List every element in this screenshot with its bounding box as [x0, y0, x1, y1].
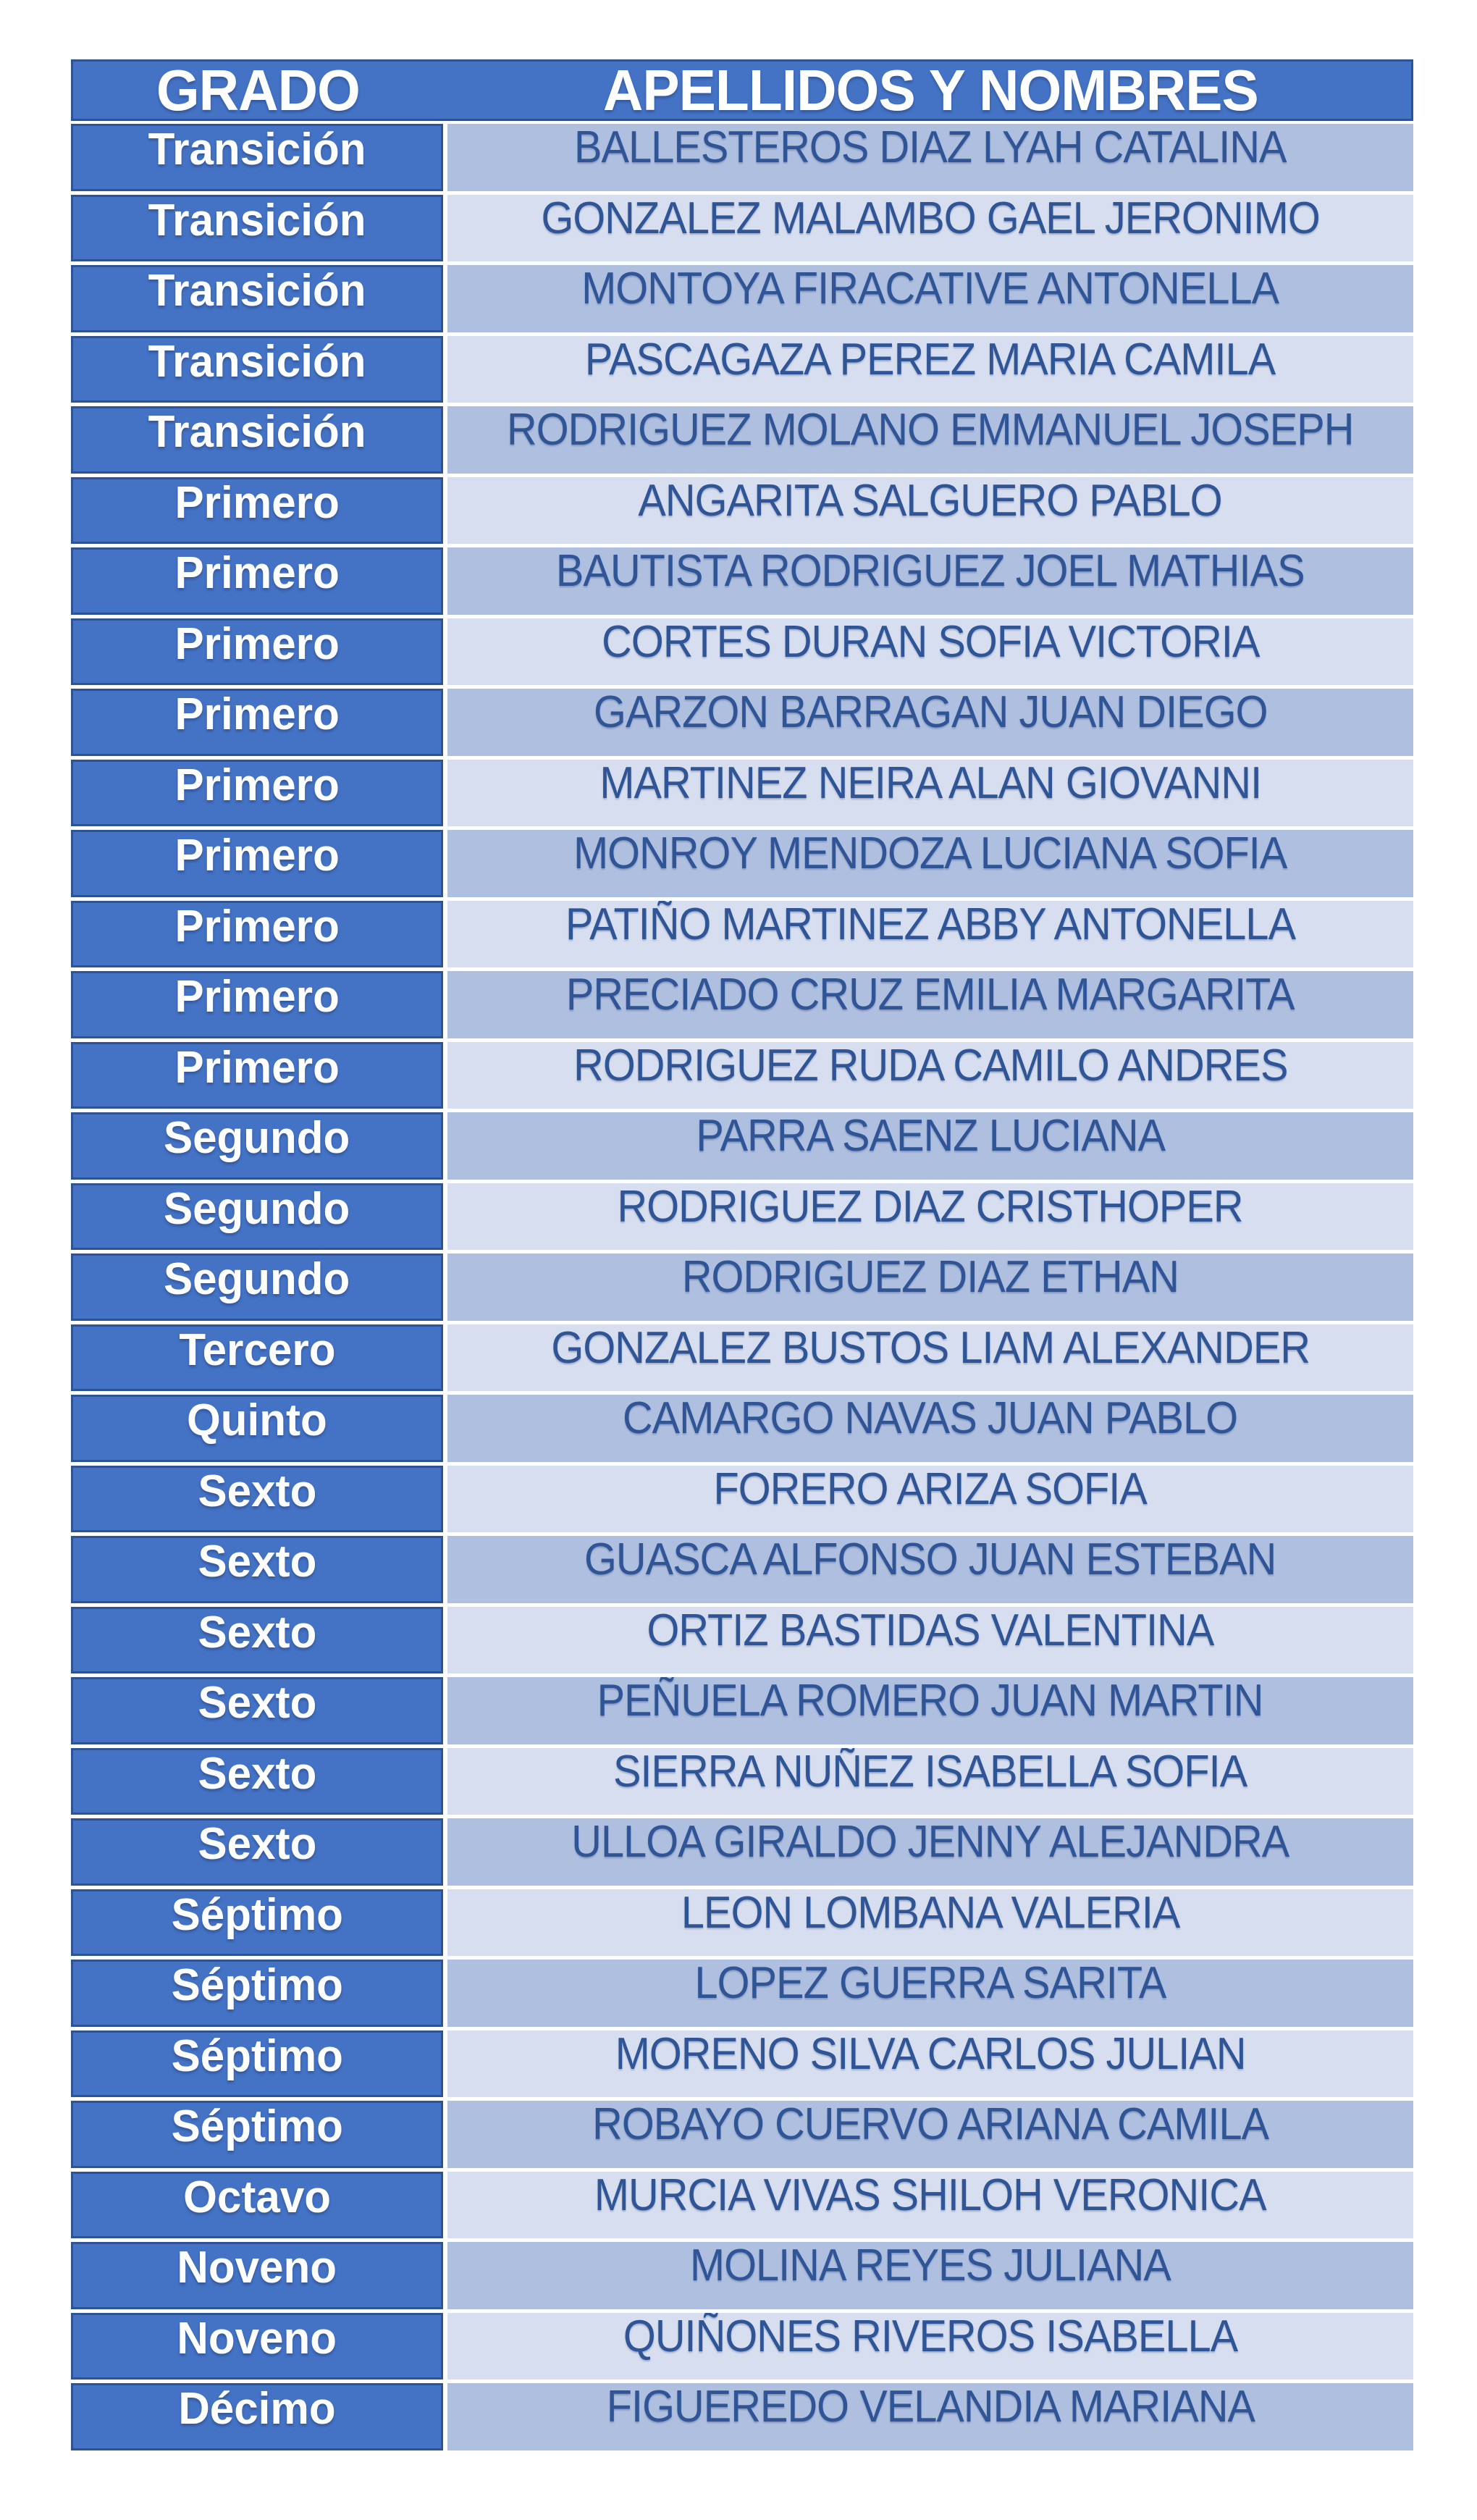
name-cell	[447, 1818, 1413, 1886]
grade-label: Transición	[148, 336, 366, 387]
name-label: BALLESTEROS DIAZ LYAH CATALINA	[574, 124, 1287, 172]
name-label: ROBAYO CUERVO ARIANA CAMILA	[592, 2101, 1269, 2149]
name-label: QUIÑONES RIVEROS ISABELLA	[623, 2312, 1238, 2361]
name-label: RODRIGUEZ RUDA CAMILO ANDRES	[573, 1041, 1288, 1091]
name-cell	[447, 1677, 1413, 1744]
name-cell	[447, 689, 1413, 756]
grade-cell	[71, 760, 443, 827]
table-row	[71, 547, 1413, 615]
table-row	[71, 901, 1413, 968]
table-row	[71, 1253, 1413, 1321]
grade-label: Sexto	[198, 1678, 316, 1728]
grade-label: Noveno	[177, 2243, 337, 2293]
name-cell	[447, 1960, 1413, 2027]
name-cell	[447, 2242, 1413, 2309]
name-cell	[447, 477, 1413, 545]
table-row	[71, 689, 1413, 756]
grade-cell	[71, 2030, 443, 2098]
grade-cell	[71, 901, 443, 968]
name-cell	[447, 336, 1413, 403]
grade-cell	[71, 1112, 443, 1180]
name-cell	[447, 2101, 1413, 2168]
grade-label: Sexto	[198, 1466, 316, 1516]
table-row	[71, 2030, 1413, 2098]
grade-cell	[71, 2313, 443, 2380]
name-label: MARTINEZ NEIRA ALAN GIOVANNI	[599, 759, 1261, 808]
grade-cell	[71, 124, 443, 191]
grade-cell	[71, 1395, 443, 1462]
grade-cell	[71, 406, 443, 474]
name-cell	[447, 195, 1413, 262]
name-label: SIERRA NUÑEZ ISABELLA SOFIA	[613, 1747, 1247, 1797]
header-cell-grado	[73, 58, 443, 122]
table-row	[71, 1677, 1413, 1744]
name-cell	[447, 1324, 1413, 1392]
name-label: PRECIADO CRUZ EMILIA MARGARITA	[566, 971, 1295, 1020]
grade-cell	[71, 1466, 443, 1533]
grade-label: Séptimo	[171, 2101, 343, 2151]
name-label: ULLOA GIRALDO JENNY ALEJANDRA	[571, 1818, 1289, 1867]
table-row	[71, 830, 1413, 897]
table-row	[71, 406, 1413, 474]
grade-cell	[71, 547, 443, 615]
name-label: CAMARGO NAVAS JUAN PABLO	[623, 1395, 1238, 1443]
name-cell	[447, 265, 1413, 332]
name-cell	[447, 1536, 1413, 1603]
name-label: GONZALEZ MALAMBO GAEL JERONIMO	[541, 194, 1320, 243]
grade-label: Primero	[174, 972, 340, 1022]
table-body	[71, 124, 1413, 2450]
name-cell	[447, 1042, 1413, 1109]
name-cell	[447, 760, 1413, 827]
grade-cell	[71, 2101, 443, 2168]
grade-cell	[71, 2383, 443, 2450]
grade-cell	[71, 1324, 443, 1392]
name-cell	[447, 618, 1413, 686]
grade-cell	[71, 1042, 443, 1109]
table-row	[71, 195, 1413, 262]
grade-label: Transición	[148, 195, 366, 245]
name-cell	[447, 2030, 1413, 2098]
grade-cell	[71, 2172, 443, 2239]
table-row	[71, 1183, 1413, 1251]
grade-label: Segundo	[164, 1113, 350, 1163]
name-label: GUASCA ALFONSO JUAN ESTEBAN	[584, 1536, 1276, 1584]
grade-label: Segundo	[164, 1183, 350, 1234]
grade-label: Tercero	[178, 1324, 336, 1375]
name-label: LOPEZ GUERRA SARITA	[694, 1960, 1166, 2008]
table-row	[71, 1042, 1413, 1109]
grade-label: Décimo	[178, 2384, 336, 2434]
grade-cell	[71, 1183, 443, 1251]
table-row	[71, 1818, 1413, 1886]
grade-label: Séptimo	[171, 1889, 343, 1940]
name-cell	[447, 1889, 1413, 1957]
name-label: PATIÑO MARTINEZ ABBY ANTONELLA	[565, 900, 1296, 949]
name-cell	[447, 547, 1413, 615]
name-label: MURCIA VIVAS SHILOH VERONICA	[594, 2171, 1266, 2220]
name-label: ORTIZ BASTIDAS VALENTINA	[647, 1606, 1214, 1655]
grade-label: Transición	[148, 407, 366, 457]
grade-label: Noveno	[177, 2313, 337, 2364]
name-label: PEÑUELA ROMERO JUAN MARTIN	[597, 1677, 1263, 1726]
name-cell	[447, 830, 1413, 897]
grade-label: Primero	[174, 901, 340, 952]
grade-cell	[71, 265, 443, 332]
name-label: CORTES DURAN SOFIA VICTORIA	[601, 618, 1260, 667]
name-cell	[447, 1183, 1413, 1251]
table-row	[71, 1607, 1413, 1674]
table-row	[71, 1466, 1413, 1533]
table-row	[71, 760, 1413, 827]
name-label: RODRIGUEZ MOLANO EMMANUEL JOSEPH	[507, 406, 1354, 455]
table-row	[71, 2101, 1413, 2168]
name-label: MONROY MENDOZA LUCIANA SOFIA	[573, 830, 1287, 878]
table-row	[71, 2383, 1413, 2450]
table-row	[71, 1960, 1413, 2027]
name-cell	[447, 1395, 1413, 1462]
grade-cell	[71, 1677, 443, 1744]
grade-cell	[71, 336, 443, 403]
table-row	[71, 618, 1413, 686]
table-row	[71, 477, 1413, 545]
grade-label: Transición	[148, 125, 366, 175]
grade-cell	[71, 1253, 443, 1321]
grade-label: Sexto	[198, 1748, 316, 1799]
header-cell-apellidos	[447, 58, 1413, 122]
table-row	[71, 1324, 1413, 1392]
name-cell	[447, 901, 1413, 968]
name-cell	[447, 406, 1413, 474]
grade-label: Primero	[174, 618, 340, 669]
grade-cell	[71, 1536, 443, 1603]
grade-cell	[71, 1818, 443, 1886]
name-label: GONZALEZ BUSTOS LIAM ALEXANDER	[551, 1324, 1310, 1373]
table-row	[71, 124, 1413, 191]
name-cell	[447, 1112, 1413, 1180]
name-label: LEON LOMBANA VALERIA	[681, 1889, 1180, 1938]
grade-cell	[71, 971, 443, 1038]
grade-label: Quinto	[187, 1395, 327, 1445]
grade-label: Transición	[148, 266, 366, 316]
table-row	[71, 1112, 1413, 1180]
name-label: MOLINA REYES JULIANA	[690, 2242, 1171, 2290]
grade-label: Segundo	[164, 1254, 350, 1304]
grade-label: Sexto	[198, 1819, 316, 1869]
grade-cell	[71, 477, 443, 545]
name-cell	[447, 2383, 1413, 2450]
grade-label: Primero	[174, 689, 340, 739]
grade-cell	[71, 1607, 443, 1674]
grade-label: Sexto	[198, 1537, 316, 1587]
table-row	[71, 2313, 1413, 2380]
grade-cell	[71, 1748, 443, 1815]
table-row	[71, 1395, 1413, 1462]
name-cell	[447, 2172, 1413, 2239]
grade-cell	[71, 618, 443, 686]
name-label: RODRIGUEZ DIAZ ETHAN	[681, 1253, 1179, 1302]
header-apellidos-label: APELLIDOS Y NOMBRES	[602, 58, 1258, 122]
grade-cell	[71, 195, 443, 262]
grade-cell	[71, 830, 443, 897]
grade-label: Octavo	[183, 2172, 331, 2222]
name-label: PASCAGAZA PEREZ MARIA CAMILA	[585, 335, 1276, 385]
table-row	[71, 1748, 1413, 1815]
name-cell	[447, 1466, 1413, 1533]
name-cell	[447, 1607, 1413, 1674]
table-header	[71, 59, 1413, 121]
table-row	[71, 2242, 1413, 2309]
grade-label: Primero	[174, 1042, 340, 1093]
grade-cell	[71, 689, 443, 756]
grades-table	[71, 59, 1413, 2454]
table-row	[71, 336, 1413, 403]
name-label: FIGUEREDO VELANDIA MARIANA	[606, 2383, 1255, 2432]
name-cell	[447, 1253, 1413, 1321]
table-row	[71, 1536, 1413, 1603]
name-label: MONTOYA FIRACATIVE ANTONELLA	[581, 265, 1279, 314]
name-label: GARZON BARRAGAN JUAN DIEGO	[593, 689, 1268, 737]
name-label: FORERO ARIZA SOFIA	[713, 1465, 1148, 1514]
name-label: RODRIGUEZ DIAZ CRISTHOPER	[617, 1183, 1244, 1232]
table-row	[71, 1889, 1413, 1957]
name-label: MORENO SILVA CARLOS JULIAN	[615, 2030, 1246, 2079]
table-row	[71, 971, 1413, 1038]
name-label: BAUTISTA RODRIGUEZ JOEL MATHIAS	[556, 547, 1305, 596]
header-grado-label: GRADO	[156, 58, 361, 122]
grade-label: Primero	[174, 760, 340, 810]
grade-label: Primero	[174, 548, 340, 598]
name-cell	[447, 2313, 1413, 2380]
grade-label: Sexto	[198, 1607, 316, 1658]
name-cell	[447, 124, 1413, 191]
name-cell	[447, 971, 1413, 1038]
name-label: ANGARITA SALGUERO PABLO	[638, 476, 1223, 526]
grade-cell	[71, 2242, 443, 2309]
grade-label: Primero	[174, 831, 340, 881]
grade-label: Primero	[174, 477, 340, 528]
grade-cell	[71, 1960, 443, 2027]
table-row	[71, 265, 1413, 332]
table-row	[71, 2172, 1413, 2239]
grade-label: Séptimo	[171, 2030, 343, 2081]
name-label: PARRA SAENZ LUCIANA	[696, 1112, 1165, 1161]
grade-cell	[71, 1889, 443, 1957]
name-cell	[447, 1748, 1413, 1815]
grade-label: Séptimo	[171, 1960, 343, 2010]
